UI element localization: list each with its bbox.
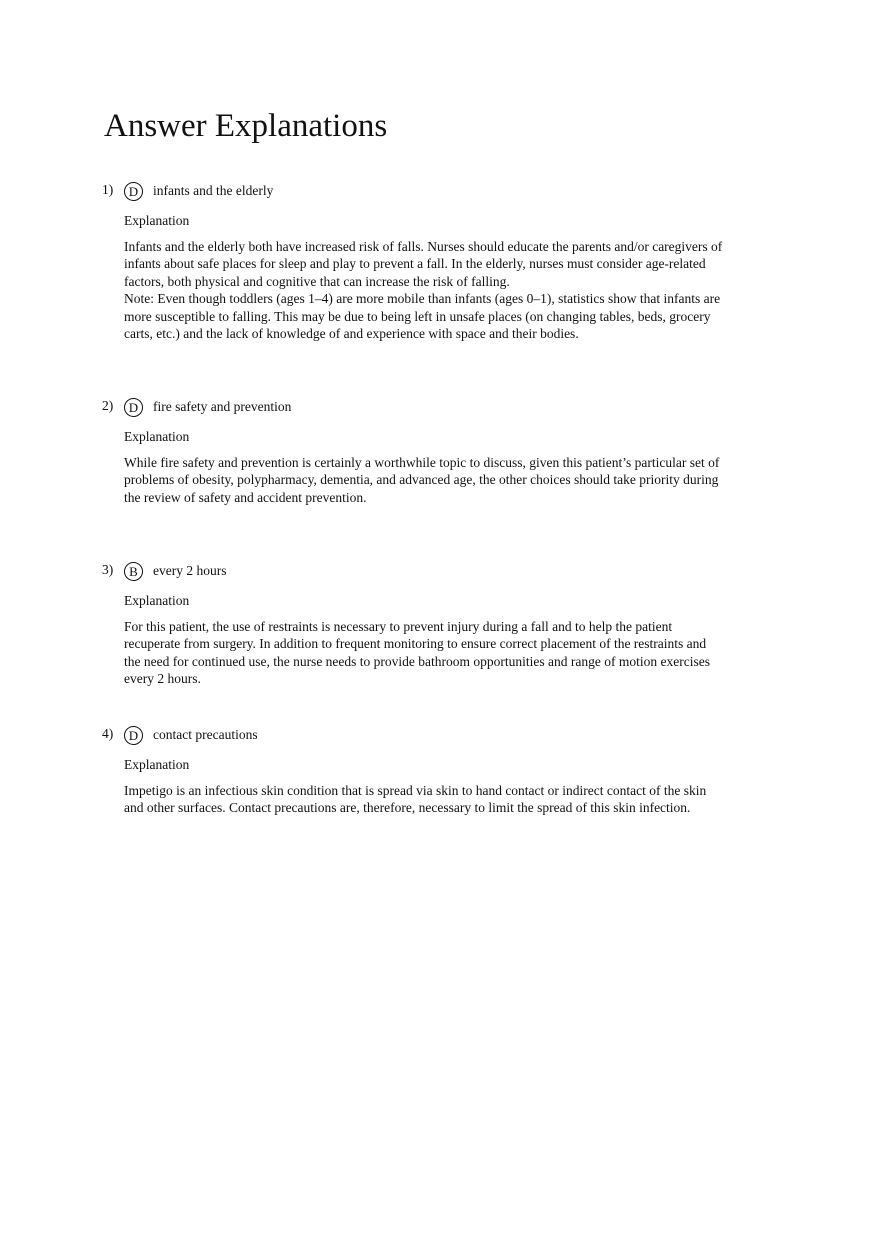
answer-letter-circle: D: [124, 726, 143, 745]
explanation-body: [124, 782, 724, 817]
explanation-paragraph: While fire safety and prevention is certainly a worthwhile topic to discuss, given this patient’s particular set of problems of obesity, polypharmacy, dementia, and advanced age, the other choices should take priority during the review of safety and accident prevention.: [124, 455, 720, 505]
answer-choice: fire safety and prevention: [153, 399, 292, 414]
explanation-label: Explanation: [124, 593, 190, 608]
explanation-paragraph: Impetigo is an infectious skin condition that is spread via skin to hand contact or indirect contact of the skin and other surfaces. Contact precautions are, therefore, necessary to limit the spread of this skin infection.: [124, 783, 707, 816]
answer-item: [102, 400, 742, 520]
explanation-label: Explanation: [124, 429, 190, 444]
explanation-body: [124, 454, 724, 506]
answer-choice: infants and the elderly: [153, 183, 274, 198]
answer-letter-circle: D: [124, 182, 143, 201]
explanation-paragraph: Infants and the elderly both have increased risk of falls. Nurses should educate the parents and/or caregivers of infants about safe places for sleep and play to prevent a fall. In the elderly, nurses must consider age-related factors, both physical and cognitive that can increase the risk of falling.: [124, 239, 723, 289]
explanation-body: [124, 618, 724, 688]
explanation-label: Explanation: [124, 213, 190, 228]
answer-item: [102, 184, 742, 354]
answer-item: [102, 728, 742, 828]
answer-number: 1): [102, 182, 114, 197]
answer-number: 4): [102, 726, 114, 741]
answer-header: [102, 564, 742, 588]
answer-letter-circle: D: [124, 398, 143, 417]
explanation-body: [124, 238, 724, 342]
answer-header: [102, 400, 742, 424]
page-title: Answer Explanations: [104, 108, 388, 144]
explanation-paragraph: Note: Even though toddlers (ages 1–4) are more mobile than infants (ages 0–1), statistics show that infants are more susceptible to falling. This may be due to being left in unsafe places (on changing tables, beds, grocery carts, etc.) and the lack of knowledge of and experience with space and their bodies.: [124, 291, 721, 342]
explanation-paragraph: For this patient, the use of restraints is necessary to prevent injury during a fall and to help the patient recuperate from surgery. In addition to frequent monitoring to ensure correct placement of the restraints and the need for continued use, the nurse needs to provide bathroom opportunities and range of motion exercises every 2 hours.: [124, 619, 710, 687]
answer-letter-circle: B: [124, 562, 143, 581]
answer-number: 2): [102, 398, 114, 413]
answer-choice: contact precautions: [153, 727, 258, 742]
answer-choice: every 2 hours: [153, 563, 227, 578]
answer-header: [102, 728, 742, 752]
explanation-label: Explanation: [124, 757, 190, 772]
answer-header: [102, 184, 742, 208]
answer-number: 3): [102, 562, 114, 577]
answer-item: [102, 562, 742, 687]
